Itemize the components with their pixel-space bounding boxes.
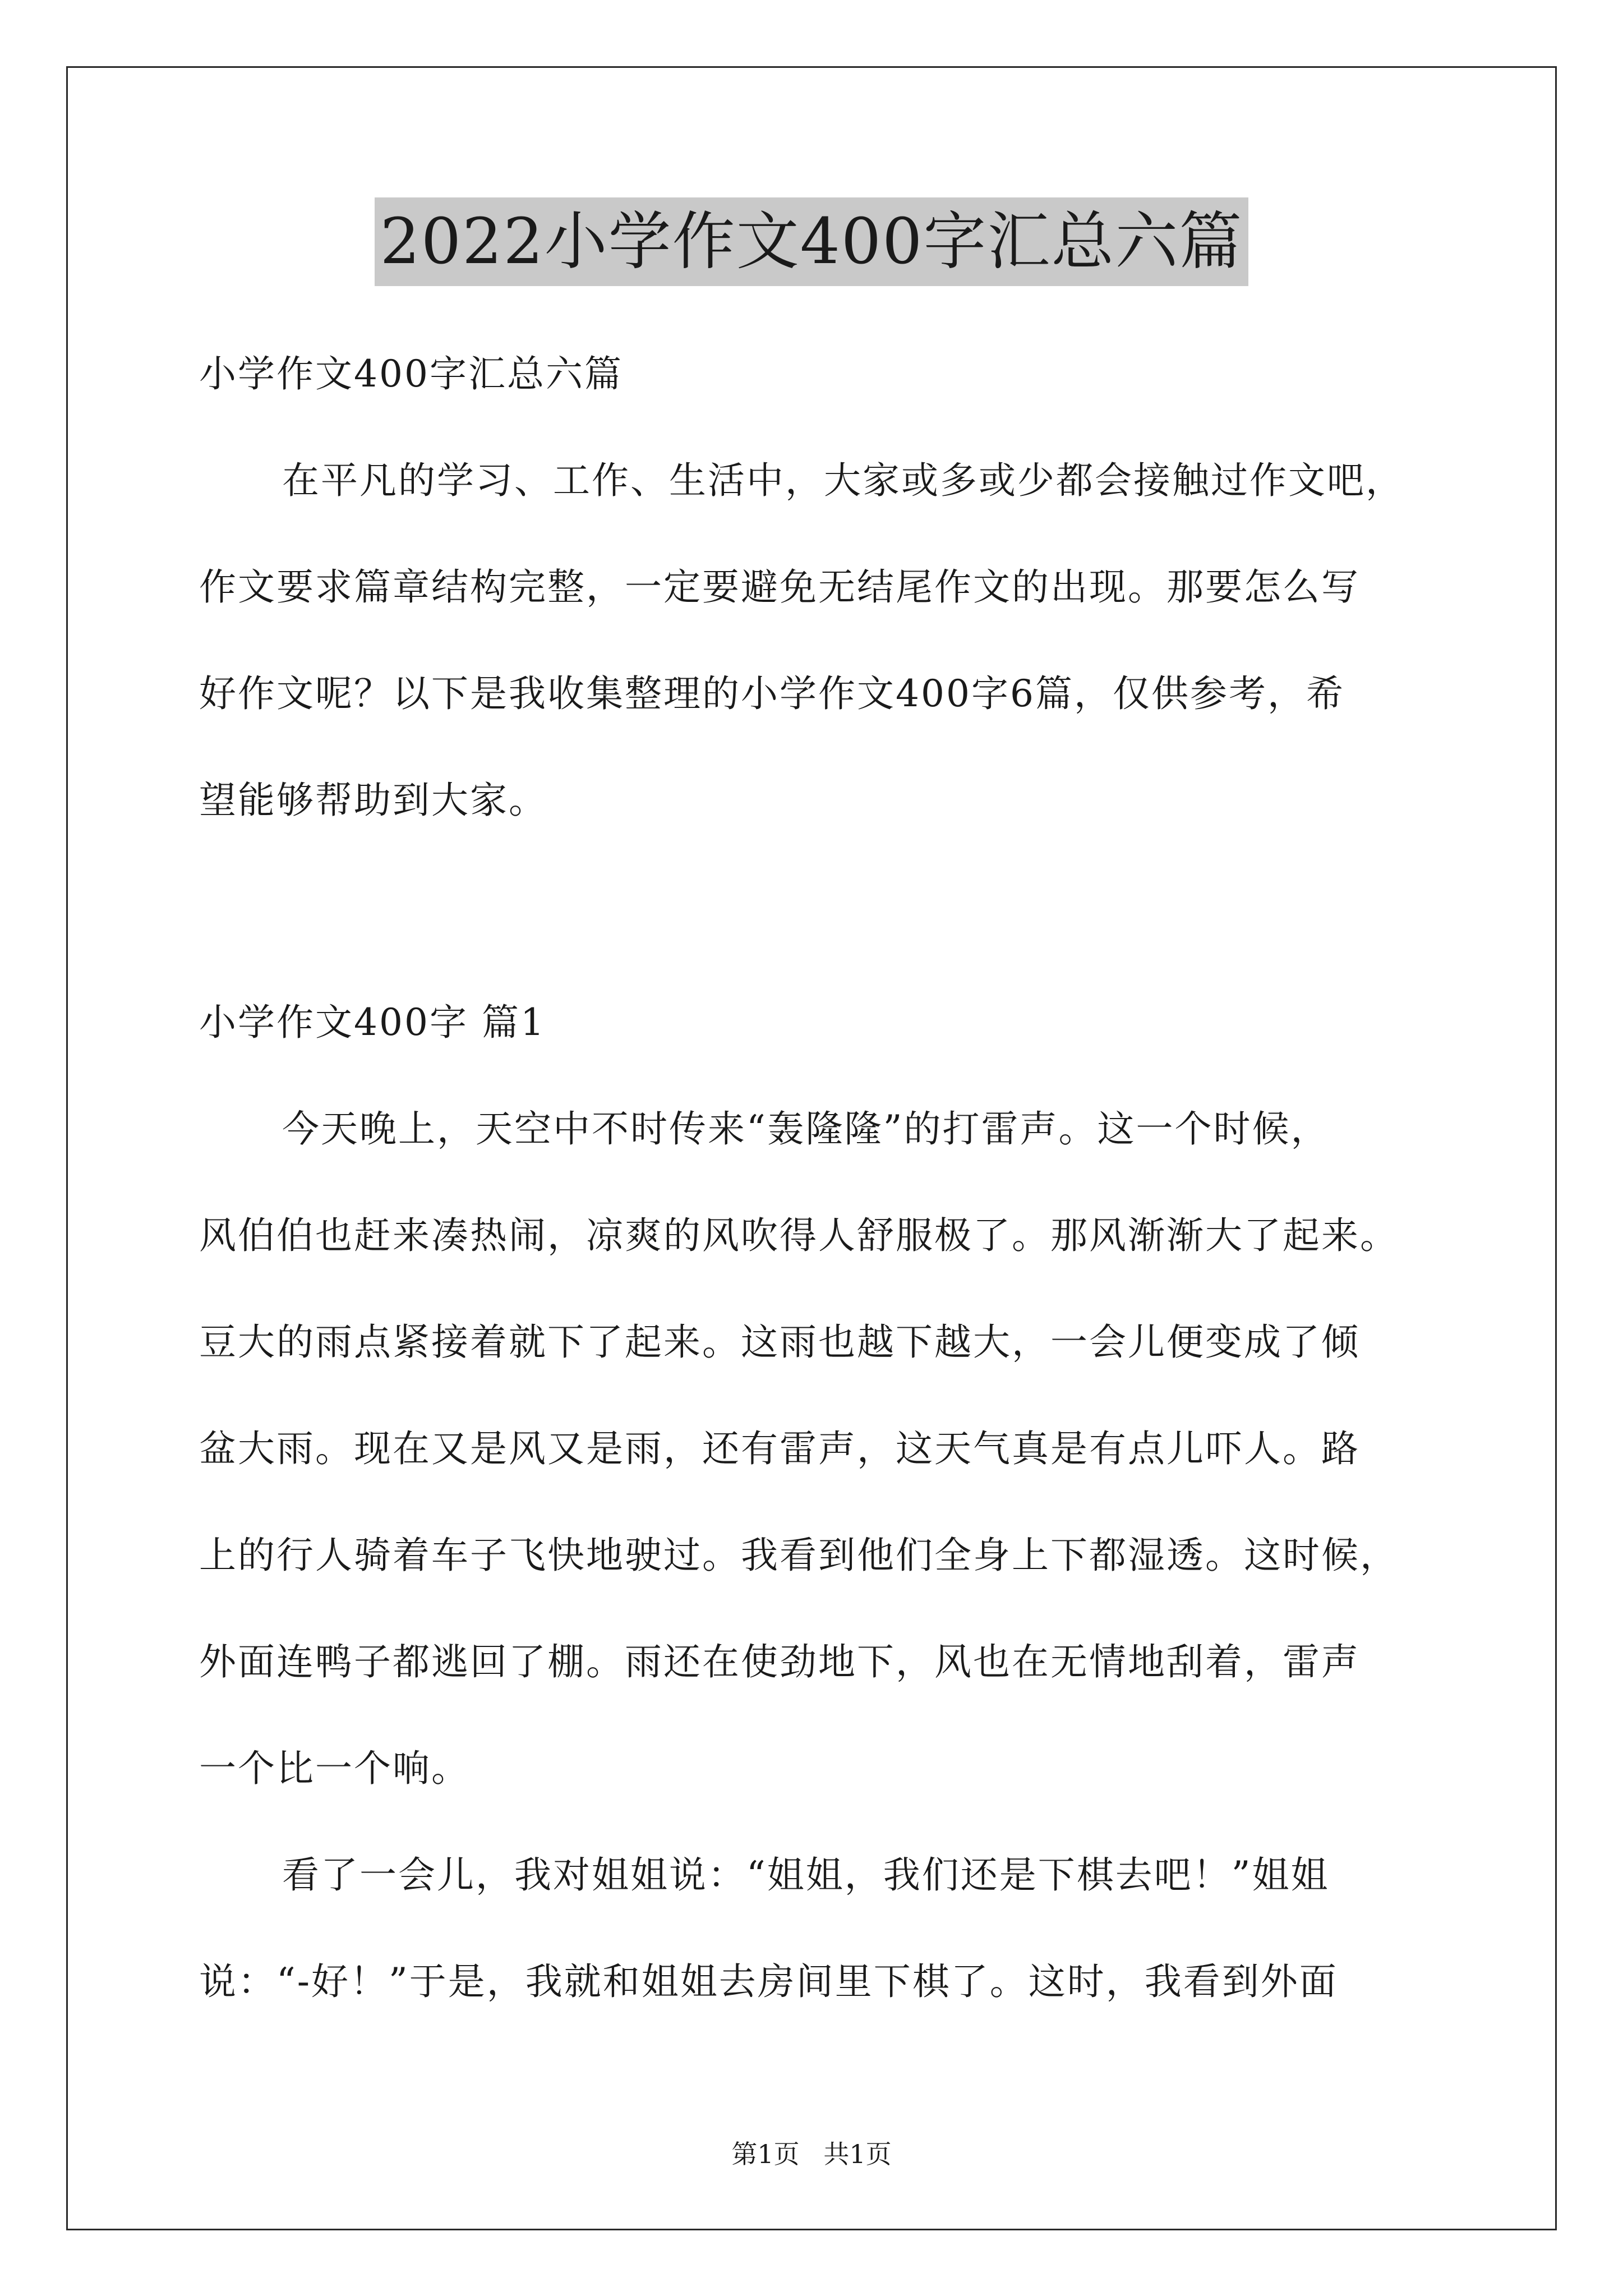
para1-line: 外面连鸭子都逃回了棚。雨还在使劲地下，风也在无情地刮着，雷声 <box>199 1640 1360 1683</box>
intro-line: 作文要求篇章结构完整，一定要避免无结尾作文的出现。那要怎么写 <box>199 565 1360 609</box>
document-title: 2022小学作文400字汇总六篇 <box>375 197 1249 286</box>
para1-line: 盆大雨。现在又是风又是雨，还有雷声，这天气真是有点儿吓人。路 <box>199 1427 1360 1470</box>
para1-line: 上的行人骑着车子飞快地驶过。我看到他们全身上下都湿透。这时候， <box>199 1534 1399 1577</box>
intro-line: 望能够帮助到大家。 <box>199 779 547 822</box>
page-footer <box>0 2137 1623 2171</box>
para1-line: 一个比一个响。 <box>199 1747 470 1790</box>
page-number-current: 第1页 <box>731 2139 800 2169</box>
para1-line: 豆大的雨点紧接着就下了起来。这雨也越下越大，一会儿便变成了倾 <box>199 1320 1360 1364</box>
document-subtitle: 小学作文400字汇总六篇 <box>199 352 623 395</box>
para2-line: 看了一会儿，我对姐姐说：“姐姐，我们还是下棋去吧！”姐姐 <box>282 1853 1330 1897</box>
page-number-total: 共1页 <box>823 2139 892 2169</box>
para1-line: 今天晚上，天空中不时传来“轰隆隆”的打雷声。这一个时候， <box>282 1107 1330 1151</box>
para1-line: 风伯伯也赶来凑热闹，凉爽的风吹得人舒服极了。那风渐渐大了起来。 <box>199 1214 1399 1257</box>
para2-line: 说：“-好！”于是，我就和姐姐去房间里下棋了。这时，我看到外面 <box>199 1960 1338 2003</box>
title-container <box>0 197 1623 286</box>
intro-line: 好作文呢？以下是我收集整理的小学作文400字6篇，仅供参考，希 <box>199 672 1345 715</box>
intro-line: 在平凡的学习、工作、生活中，大家或多或少都会接触过作文吧， <box>282 459 1404 502</box>
section-heading: 小学作文400字 篇1 <box>199 1001 546 1044</box>
